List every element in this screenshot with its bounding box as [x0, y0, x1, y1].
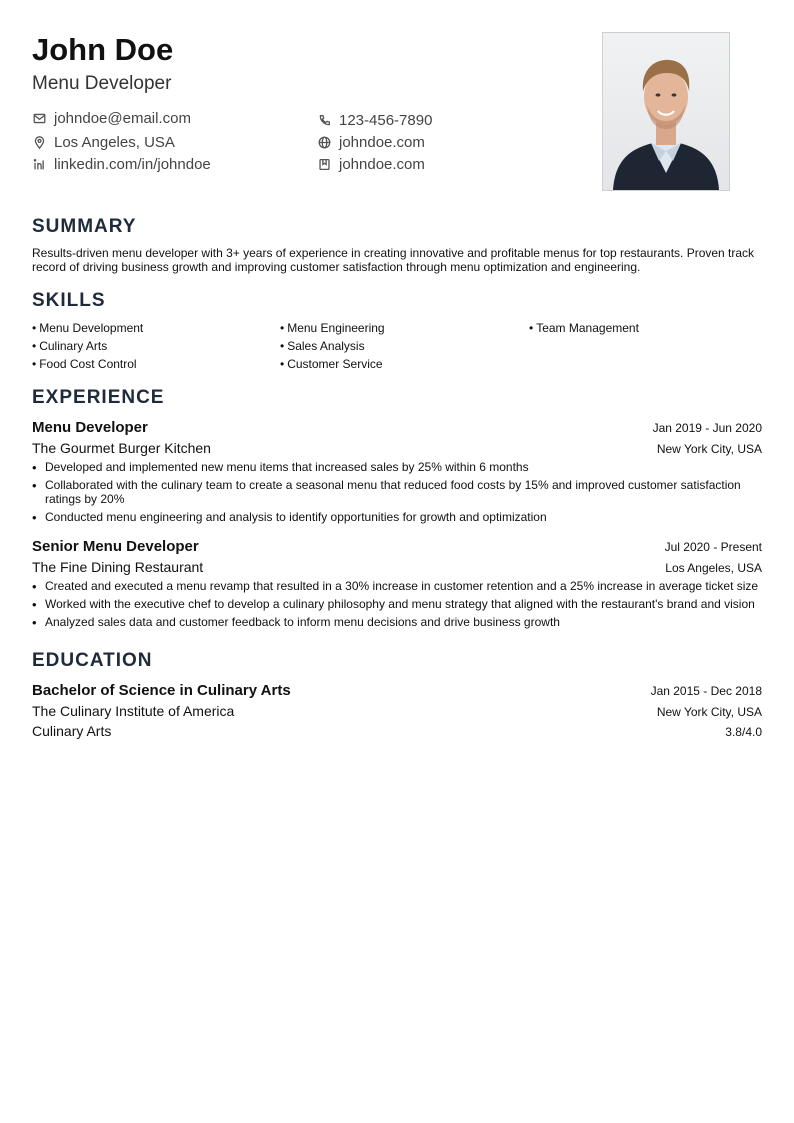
skill-item: • Food Cost Control [32, 357, 137, 371]
summary-heading: SUMMARY [32, 216, 137, 237]
contact-website[interactable] [317, 132, 425, 152]
contact-portfolio[interactable] [317, 154, 425, 174]
phone-text: 123-456-7890 [339, 111, 433, 129]
skill-item: • Customer Service [280, 357, 383, 371]
education-entry [32, 681, 762, 741]
bookmark-icon [317, 157, 331, 171]
degree-name: Bachelor of Science in Culinary Arts [32, 682, 291, 699]
phone-icon [317, 113, 331, 127]
globe-icon [317, 135, 331, 149]
profile-photo [602, 32, 730, 191]
job-title: Menu Developer [32, 419, 148, 436]
resume-header [32, 32, 762, 192]
education-dates: Jan 2015 - Dec 2018 [650, 684, 762, 698]
contact-location [32, 132, 175, 152]
field-of-study: Culinary Arts [32, 723, 112, 739]
contact-linkedin[interactable] [32, 154, 211, 174]
skills-list [32, 321, 762, 371]
skill-item: • Menu Engineering [280, 321, 385, 335]
resume-page [32, 32, 762, 741]
company-name: The Fine Dining Restaurant [32, 559, 204, 575]
school-name: The Culinary Institute of America [32, 703, 235, 719]
experience-section [32, 386, 762, 629]
job-bullet: • Collaborated with the culinary team to create a seasonal menu that reduced food costs by 15% and improved customer satisfaction ratings by 20% [32, 478, 762, 506]
linkedin-text: linkedin.com/in/johndoe [54, 155, 211, 173]
portrait-illustration [603, 33, 729, 190]
education-section [32, 649, 762, 741]
candidate-name: John Doe [32, 32, 174, 67]
location-text: Los Angeles, USA [54, 133, 175, 151]
job-dates: Jan 2019 - Jun 2020 [652, 421, 762, 435]
job-location: Los Angeles, USA [665, 561, 762, 575]
contact-phone[interactable] [317, 110, 432, 130]
school-location: New York City, USA [656, 705, 762, 719]
job-bullet: • Developed and implemented new menu items that increased sales by 25% within 6 months [32, 460, 762, 474]
email-text: johndoe@email.com [54, 109, 191, 127]
job-bullet: • Created and executed a menu revamp that resulted in a 30% increase in customer retention and a 25% increase in average ticket size [32, 579, 762, 593]
summary-text: Results-driven menu developer with 3+ years of experience in creating innovative and profitable menus for top restaurants. Proven track record of driving business growth and improving customer satisfaction through menu optimization and engineering. [32, 246, 755, 274]
education-heading: EDUCATION [32, 650, 153, 671]
location-icon [32, 135, 46, 149]
job-bullet: • Analyzed sales data and customer feedback to inform menu decisions and drive business growth [32, 615, 762, 629]
job-bullets [32, 579, 762, 629]
website-text: johndoe.com [339, 133, 425, 151]
job-bullets [32, 460, 762, 524]
skill-item: • Menu Development [32, 321, 144, 335]
skills-heading: SKILLS [32, 290, 106, 311]
skills-section [32, 289, 762, 371]
experience-heading: EXPERIENCE [32, 387, 165, 408]
job-location: New York City, USA [656, 442, 762, 456]
linkedin-icon [32, 157, 46, 171]
gpa: 3.8/4.0 [725, 725, 762, 739]
job-title: Senior Menu Developer [32, 538, 199, 555]
job-entry [32, 418, 762, 524]
job-bullet: • Conducted menu engineering and analysis to identify opportunities for growth and optimization [32, 510, 762, 524]
job-dates: Jul 2020 - Present [664, 540, 762, 554]
contact-email[interactable] [32, 108, 191, 128]
job-entry [32, 537, 762, 629]
portfolio-text: johndoe.com [339, 155, 425, 173]
skill-item [529, 339, 762, 353]
skill-item: • Sales Analysis [280, 339, 365, 353]
job-bullet: • Worked with the executive chef to develop a culinary philosophy and menu strategy that aligned with the restaurant's brand and vision [32, 597, 762, 611]
skill-item: • Culinary Arts [32, 339, 108, 353]
summary-section [32, 215, 762, 274]
skill-item: • Team Management [529, 321, 639, 335]
mail-icon [32, 111, 46, 125]
company-name: The Gourmet Burger Kitchen [32, 440, 211, 456]
candidate-title: Menu Developer [32, 73, 172, 94]
